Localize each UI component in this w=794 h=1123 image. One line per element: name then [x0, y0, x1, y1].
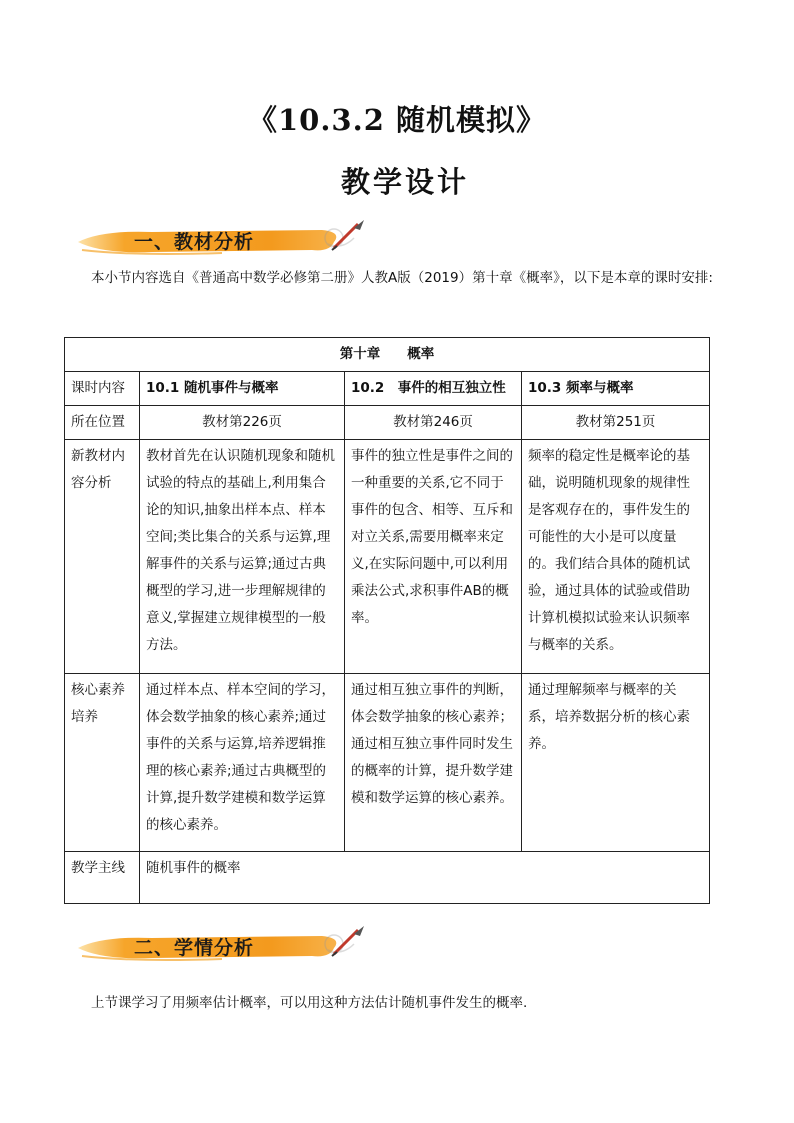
document-subtitle: 教学设计 [340, 165, 469, 199]
section-heading: 一、教材分析 [134, 231, 255, 253]
table-cell: 教材第226页 [140, 406, 345, 440]
table-cell: 10.1 随机事件与概率 [140, 372, 345, 406]
table-cell: 教材第251页 [522, 406, 710, 440]
row-head: 核心素养培养 [65, 674, 140, 852]
table-row [65, 372, 710, 406]
table-row [65, 674, 710, 852]
table-cell: 教材首先在认识随机现象和随机试验的特点的基础上,利用集合论的知识,抽象出样本点、样本空间;类比集合的关系与运算,理解事件的关系与运算;通过古典概型的学习,进一步理解规律的意义,掌握建立规律模型的一般方法。 [140, 440, 345, 674]
chapter-header: 第十章 概率 [65, 338, 710, 372]
section-heading: 二、学情分析 [134, 937, 255, 959]
table-cell: 通过理解频率与概率的关系，培养数据分析的核心素养。 [522, 674, 710, 852]
table-cell: 教材第246页 [345, 406, 522, 440]
table-cell: 事件的独立性是事件之间的一种重要的关系,它不同于事件的包含、相等、互斥和对立关系,需要用概率来定义,在实际问题中,可以利用乘法公式,求积事件AB的概率。 [345, 440, 522, 674]
table-cell: 随机事件的概率 [140, 852, 710, 904]
section-banner-2 [72, 926, 372, 966]
table-row [65, 406, 710, 440]
table-cell: 10.3 频率与概率 [522, 372, 710, 406]
table-cell: 通过相互独立事件的判断，体会数学抽象的核心素养；通过相互独立事件同时发生的概率的计算，提升数学建模和数学运算的核心素养。 [345, 674, 522, 852]
quill-pen-icon [332, 926, 364, 956]
quill-pen-icon [332, 220, 364, 250]
analysis-paragraph: 上节课学习了用频率估计概率，可以用这种方法估计随机事件发生的概率. [91, 995, 528, 1011]
document-title: 《10.3.2 随机模拟》 [247, 103, 546, 137]
row-head: 课时内容 [65, 372, 140, 406]
row-head: 所在位置 [65, 406, 140, 440]
table-row [65, 440, 710, 674]
section-banner-1 [72, 220, 372, 260]
table-row [65, 852, 710, 904]
chapter-schedule-table [64, 337, 710, 904]
row-head: 教学主线 [65, 852, 140, 904]
intro-paragraph: 本小节内容选自《普通高中数学必修第二册》人教A版（2019）第十章《概率》，以下是本章的课时安排: [91, 270, 713, 286]
row-head: 新教材内容分析 [65, 440, 140, 674]
table-cell: 频率的稳定性是概率论的基础，说明随机现象的规律性是客观存在的，事件发生的可能性的大小是可以度量的。我们结合具体的随机试验，通过具体的试验或借助计算机模拟试验来认识频率与概率的关系。 [522, 440, 710, 674]
table-row [65, 338, 710, 372]
table-cell: 10.2 事件的相互独立性 [345, 372, 522, 406]
table-cell: 通过样本点、样本空间的学习，体会数学抽象的核心素养;通过事件的关系与运算,培养逻辑推理的核心素养;通过古典概型的计算,提升数学建模和数学运算的核心素养。 [140, 674, 345, 852]
